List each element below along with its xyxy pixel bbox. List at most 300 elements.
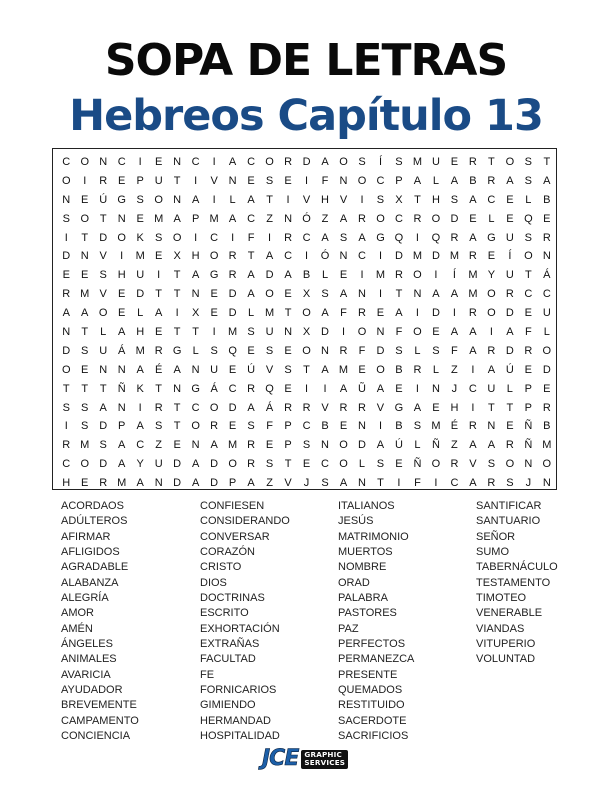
grid-cell[interactable]: N [154, 477, 163, 490]
grid-cell[interactable]: C [284, 250, 293, 263]
grid-cell[interactable]: S [395, 156, 403, 168]
grid-cell[interactable]: N [173, 382, 182, 395]
grid-cell[interactable]: S [99, 439, 107, 452]
grid-cell[interactable]: X [395, 193, 403, 206]
grid-cell[interactable]: M [412, 156, 423, 168]
grid-cell[interactable]: C [450, 477, 459, 490]
grid-cell[interactable]: P [191, 212, 200, 225]
grid-cell[interactable]: U [136, 269, 145, 282]
grid-cell[interactable]: R [487, 344, 496, 357]
grid-cell[interactable]: A [469, 344, 477, 357]
grid-cell[interactable]: A [247, 477, 255, 490]
grid-cell[interactable]: H [450, 401, 459, 414]
grid-cell[interactable]: V [302, 193, 311, 206]
grid-cell[interactable]: U [154, 174, 163, 187]
grid-cell[interactable]: F [340, 307, 347, 320]
grid-cell[interactable]: X [302, 288, 311, 301]
grid-cell[interactable]: A [413, 401, 422, 414]
grid-cell[interactable]: A [284, 269, 292, 282]
grid-cell[interactable]: N [228, 174, 237, 187]
grid-cell[interactable]: A [413, 174, 422, 187]
grid-cell[interactable]: A [469, 193, 477, 206]
grid-cell[interactable]: L [525, 193, 532, 206]
grid-cell[interactable]: C [62, 156, 71, 168]
grid-cell[interactable]: G [172, 344, 182, 357]
grid-cell[interactable]: M [80, 288, 90, 301]
grid-cell[interactable]: Q [524, 212, 533, 225]
grid-cell[interactable]: D [228, 288, 237, 301]
grid-cell[interactable]: C [136, 439, 145, 452]
grid-cell[interactable]: N [431, 382, 440, 395]
grid-cell[interactable]: O [265, 156, 274, 168]
grid-cell[interactable]: D [99, 458, 108, 471]
grid-cell[interactable]: N [191, 288, 200, 301]
grid-cell[interactable]: F [321, 174, 329, 187]
grid-cell[interactable]: V [284, 477, 292, 490]
grid-cell[interactable]: M [542, 439, 552, 452]
grid-cell[interactable]: L [506, 382, 513, 395]
grid-cell[interactable]: A [395, 307, 403, 320]
grid-cell[interactable]: P [118, 420, 126, 433]
grid-cell[interactable]: C [524, 288, 533, 301]
grid-cell[interactable]: A [191, 193, 200, 206]
grid-cell[interactable]: T [155, 288, 163, 301]
grid-cell[interactable]: R [487, 174, 496, 187]
grid-cell[interactable]: J [525, 477, 532, 490]
grid-cell[interactable]: T [173, 326, 181, 339]
grid-cell[interactable]: A [376, 439, 385, 452]
grid-cell[interactable]: I [157, 269, 161, 282]
grid-cell[interactable]: O [80, 156, 89, 168]
grid-cell[interactable]: M [338, 363, 349, 376]
grid-cell[interactable]: O [61, 174, 71, 187]
grid-cell[interactable]: R [99, 174, 108, 187]
grid-cell[interactable]: O [357, 326, 367, 339]
grid-cell[interactable]: R [247, 458, 256, 471]
grid-cell[interactable]: T [99, 212, 107, 225]
grid-cell[interactable]: N [524, 458, 533, 471]
grid-cell[interactable]: Í [378, 156, 382, 168]
grid-cell[interactable]: Á [543, 269, 551, 282]
grid-cell[interactable]: D [136, 288, 145, 301]
grid-cell[interactable]: I [212, 193, 216, 206]
grid-cell[interactable]: X [173, 250, 181, 263]
grid-cell[interactable]: S [247, 326, 255, 339]
grid-cell[interactable]: M [468, 288, 478, 301]
grid-cell[interactable]: S [265, 174, 274, 187]
grid-cell[interactable]: Z [321, 212, 329, 225]
grid-cell[interactable]: S [62, 401, 70, 414]
grid-cell[interactable]: Q [265, 382, 274, 395]
grid-cell[interactable]: E [487, 250, 496, 263]
grid-cell[interactable]: D [62, 250, 71, 263]
grid-cell[interactable]: I [341, 326, 346, 339]
grid-cell[interactable]: I [231, 231, 235, 244]
grid-cell[interactable]: N [191, 363, 200, 376]
grid-cell[interactable]: D [376, 344, 385, 357]
grid-cell[interactable]: B [395, 363, 403, 376]
grid-cell[interactable]: G [394, 401, 404, 414]
grid-cell[interactable]: A [376, 382, 385, 395]
grid-cell[interactable]: A [81, 307, 89, 320]
grid-cell[interactable]: I [471, 363, 475, 376]
grid-cell[interactable]: N [117, 363, 126, 376]
grid-cell[interactable]: V [99, 288, 107, 301]
grid-cell[interactable]: E [469, 212, 477, 225]
grid-cell[interactable]: O [487, 288, 496, 301]
grid-cell[interactable]: Y [136, 458, 144, 471]
grid-cell[interactable]: R [394, 269, 403, 282]
grid-cell[interactable]: S [450, 193, 459, 206]
grid-cell[interactable]: Ú [247, 363, 256, 376]
grid-cell[interactable]: A [450, 174, 459, 187]
grid-cell[interactable]: Z [266, 477, 273, 490]
grid-cell[interactable]: A [487, 439, 496, 452]
grid-cell[interactable]: T [488, 401, 495, 414]
grid-cell[interactable]: E [376, 307, 385, 320]
grid-cell[interactable]: E [302, 458, 311, 471]
grid-cell[interactable]: N [542, 477, 551, 490]
grid-cell[interactable]: M [375, 269, 386, 282]
grid-cell[interactable]: P [284, 439, 292, 452]
grid-cell[interactable]: I [64, 231, 68, 244]
grid-cell[interactable]: D [394, 250, 403, 263]
grid-cell[interactable]: I [175, 307, 179, 320]
grid-cell[interactable]: V [469, 458, 477, 471]
grid-cell[interactable]: N [117, 212, 126, 225]
grid-cell[interactable]: L [488, 212, 495, 225]
grid-cell[interactable]: T [173, 174, 181, 187]
grid-cell[interactable]: L [543, 326, 550, 339]
grid-cell[interactable]: R [542, 401, 551, 414]
grid-cell[interactable]: O [505, 156, 515, 168]
grid-cell[interactable]: M [264, 307, 275, 320]
grid-cell[interactable]: M [468, 269, 478, 282]
grid-cell[interactable]: R [413, 363, 422, 376]
grid-cell[interactable]: S [487, 458, 496, 471]
grid-cell[interactable]: A [228, 212, 237, 225]
grid-cell[interactable]: Q [228, 344, 237, 357]
grid-cell[interactable]: J [451, 382, 458, 395]
grid-cell[interactable]: V [210, 174, 218, 187]
grid-cell[interactable]: Q [431, 231, 441, 244]
grid-cell[interactable]: R [505, 439, 514, 452]
grid-cell[interactable]: O [524, 250, 533, 263]
grid-cell[interactable]: A [247, 401, 255, 414]
grid-cell[interactable]: C [358, 250, 366, 263]
grid-cell[interactable]: V [339, 193, 348, 206]
grid-cell[interactable]: N [80, 250, 89, 263]
grid-cell[interactable]: C [394, 212, 403, 225]
grid-cell[interactable]: D [358, 439, 366, 452]
grid-cell[interactable]: I [83, 174, 87, 187]
grid-cell[interactable]: L [321, 269, 329, 282]
grid-cell[interactable]: I [286, 193, 290, 206]
grid-cell[interactable]: C [62, 458, 71, 471]
grid-cell[interactable]: C [542, 288, 551, 301]
grid-cell[interactable]: L [414, 344, 421, 357]
grid-cell[interactable]: A [118, 458, 126, 471]
grid-cell[interactable]: E [118, 307, 126, 320]
grid-cell[interactable]: A [118, 326, 126, 339]
grid-cell[interactable]: I [415, 307, 419, 320]
grid-cell[interactable]: E [118, 288, 126, 301]
grid-cell[interactable]: T [284, 307, 292, 320]
grid-cell[interactable]: S [62, 212, 70, 225]
grid-cell[interactable]: R [358, 401, 366, 414]
grid-cell[interactable]: D [62, 344, 71, 357]
grid-cell[interactable]: P [136, 174, 144, 187]
grid-cell[interactable]: C [247, 212, 256, 225]
grid-cell[interactable]: P [395, 174, 403, 187]
grid-cell[interactable]: R [62, 439, 71, 452]
grid-cell[interactable]: D [505, 344, 514, 357]
grid-cell[interactable]: A [99, 401, 107, 414]
grid-cell[interactable]: S [265, 344, 274, 357]
grid-cell[interactable]: Í [508, 250, 512, 263]
grid-cell[interactable]: I [120, 250, 124, 263]
grid-cell[interactable]: T [524, 269, 532, 282]
grid-cell[interactable]: A [247, 193, 255, 206]
grid-cell[interactable]: S [321, 477, 329, 490]
grid-cell[interactable]: E [506, 193, 514, 206]
grid-cell[interactable]: E [524, 307, 533, 320]
grid-cell[interactable]: A [247, 288, 255, 301]
grid-cell[interactable]: O [80, 458, 89, 471]
grid-cell[interactable]: I [194, 231, 198, 244]
grid-cell[interactable]: U [505, 231, 514, 244]
grid-cell[interactable]: O [542, 458, 552, 471]
grid-cell[interactable]: O [228, 458, 237, 471]
grid-cell[interactable]: S [284, 363, 292, 376]
grid-cell[interactable]: X [191, 307, 200, 320]
grid-cell[interactable]: E [118, 174, 126, 187]
grid-cell[interactable]: R [228, 269, 237, 282]
grid-cell[interactable]: A [469, 439, 477, 452]
grid-cell[interactable]: Ũ [358, 382, 366, 395]
grid-cell[interactable]: A [339, 477, 348, 490]
grid-cell[interactable]: Ñ [524, 420, 533, 433]
grid-cell[interactable]: F [358, 344, 366, 357]
grid-cell[interactable]: Ñ [413, 458, 422, 471]
grid-cell[interactable]: G [376, 231, 385, 244]
grid-cell[interactable]: A [173, 363, 181, 376]
grid-cell[interactable]: A [339, 382, 348, 395]
grid-cell[interactable]: A [450, 326, 459, 339]
grid-cell[interactable]: I [452, 307, 456, 320]
grid-cell[interactable]: O [487, 307, 496, 320]
grid-cell[interactable]: L [137, 307, 144, 320]
grid-cell[interactable]: E [284, 382, 292, 395]
grid-cell[interactable]: T [284, 458, 292, 471]
grid-cell[interactable]: N [191, 439, 200, 452]
grid-cell[interactable]: K [136, 382, 144, 395]
grid-cell[interactable]: S [506, 477, 514, 490]
grid-cell[interactable]: R [450, 231, 459, 244]
grid-cell[interactable]: R [62, 288, 71, 301]
grid-cell[interactable]: D [265, 269, 274, 282]
grid-cell[interactable]: N [358, 420, 366, 433]
grid-cell[interactable]: O [505, 458, 515, 471]
grid-cell[interactable]: I [434, 477, 438, 490]
grid-cell[interactable]: O [209, 250, 219, 263]
grid-cell[interactable]: E [432, 401, 440, 414]
grid-cell[interactable]: E [432, 326, 440, 339]
grid-cell[interactable]: R [358, 307, 366, 320]
grid-cell[interactable]: X [302, 326, 311, 339]
grid-cell[interactable]: K [136, 231, 144, 244]
grid-cell[interactable]: T [414, 193, 421, 206]
grid-cell[interactable]: O [339, 458, 348, 471]
grid-cell[interactable]: S [81, 420, 89, 433]
grid-cell[interactable]: O [80, 212, 89, 225]
grid-cell[interactable]: T [266, 193, 273, 206]
grid-cell[interactable]: E [524, 363, 533, 376]
grid-cell[interactable]: I [378, 420, 382, 433]
grid-cell[interactable]: E [543, 382, 551, 395]
grid-cell[interactable]: S [99, 269, 107, 282]
grid-cell[interactable]: R [468, 250, 477, 263]
grid-cell[interactable]: R [487, 477, 496, 490]
grid-cell[interactable]: S [524, 231, 533, 244]
grid-cell[interactable]: D [228, 307, 237, 320]
grid-cell[interactable]: E [265, 439, 274, 452]
grid-cell[interactable]: C [191, 156, 200, 168]
grid-cell[interactable]: V [376, 401, 385, 414]
grid-cell[interactable]: E [284, 344, 292, 357]
grid-cell[interactable]: D [505, 307, 514, 320]
grid-cell[interactable]: Á [210, 382, 218, 395]
grid-cell[interactable]: I [212, 156, 216, 168]
grid-cell[interactable]: N [62, 193, 71, 206]
grid-cell[interactable]: Z [266, 212, 273, 225]
grid-cell[interactable]: V [99, 250, 107, 263]
grid-cell[interactable]: S [524, 156, 533, 168]
grid-cell[interactable]: A [210, 439, 218, 452]
grid-cell[interactable]: Ó [320, 250, 330, 263]
grid-cell[interactable]: I [194, 174, 198, 187]
grid-cell[interactable]: Ú [394, 439, 403, 452]
grid-cell[interactable]: N [321, 439, 329, 452]
grid-cell[interactable]: S [136, 193, 144, 206]
grid-cell[interactable]: D [431, 307, 440, 320]
grid-cell[interactable]: Ú [99, 193, 108, 206]
grid-cell[interactable]: B [469, 174, 477, 187]
grid-cell[interactable]: H [136, 326, 145, 339]
grid-cell[interactable]: A [339, 212, 348, 225]
grid-cell[interactable]: R [99, 477, 108, 490]
grid-cell[interactable]: T [155, 382, 163, 395]
grid-cell[interactable]: I [378, 250, 382, 263]
grid-cell[interactable]: U [431, 156, 440, 168]
grid-cell[interactable]: G [191, 382, 200, 395]
grid-cell[interactable]: V [321, 401, 329, 414]
grid-cell[interactable]: P [524, 401, 533, 414]
grid-cell[interactable]: A [321, 231, 329, 244]
grid-cell[interactable]: E [81, 363, 89, 376]
grid-cell[interactable]: S [358, 156, 366, 168]
grid-cell[interactable]: D [210, 477, 219, 490]
grid-cell[interactable]: P [524, 382, 533, 395]
grid-cell[interactable]: E [154, 156, 163, 168]
grid-cell[interactable]: F [247, 231, 255, 244]
grid-cell[interactable]: E [81, 269, 89, 282]
grid-cell[interactable]: S [321, 288, 329, 301]
grid-cell[interactable]: A [506, 174, 514, 187]
grid-cell[interactable]: S [81, 401, 89, 414]
grid-cell[interactable]: E [358, 363, 366, 376]
grid-cell[interactable]: T [62, 382, 70, 395]
grid-cell[interactable]: T [173, 401, 181, 414]
grid-cell[interactable]: V [265, 363, 274, 376]
grid-cell[interactable]: Í [452, 269, 456, 282]
grid-cell[interactable]: S [210, 344, 218, 357]
grid-cell[interactable]: L [358, 458, 366, 471]
grid-cell[interactable]: T [81, 382, 89, 395]
grid-cell[interactable]: T [395, 288, 403, 301]
grid-cell[interactable]: O [302, 344, 311, 357]
grid-cell[interactable]: B [302, 269, 311, 282]
grid-cell[interactable]: C [468, 382, 477, 395]
grid-cell[interactable]: M [228, 326, 238, 339]
grid-cell[interactable]: É [450, 420, 459, 433]
grid-cell[interactable]: D [210, 458, 219, 471]
grid-cell[interactable]: R [542, 231, 551, 244]
grid-cell[interactable]: T [173, 288, 181, 301]
grid-cell[interactable]: A [265, 250, 274, 263]
grid-cell[interactable]: N [284, 212, 293, 225]
grid-cell[interactable]: A [136, 420, 144, 433]
grid-cell[interactable]: E [81, 193, 89, 206]
grid-cell[interactable]: T [303, 363, 310, 376]
grid-cell[interactable]: L [432, 174, 439, 187]
grid-cell[interactable]: S [413, 420, 422, 433]
grid-cell[interactable]: A [543, 174, 551, 187]
grid-cell[interactable]: O [209, 401, 219, 414]
grid-cell[interactable]: L [192, 344, 199, 357]
grid-cell[interactable]: R [284, 231, 293, 244]
grid-cell[interactable]: O [61, 363, 71, 376]
grid-cell[interactable]: O [172, 231, 182, 244]
grid-cell[interactable]: E [339, 269, 348, 282]
grid-cell[interactable]: R [284, 156, 293, 168]
grid-cell[interactable]: E [228, 363, 237, 376]
grid-cell[interactable]: Á [265, 401, 274, 414]
grid-cell[interactable]: I [305, 174, 309, 187]
grid-cell[interactable]: I [360, 269, 364, 282]
grid-cell[interactable]: F [395, 326, 403, 339]
grid-cell[interactable]: L [432, 363, 439, 376]
grid-cell[interactable]: O [265, 288, 274, 301]
grid-cell[interactable]: N [376, 326, 385, 339]
grid-cell[interactable]: E [210, 307, 218, 320]
grid-cell[interactable]: F [524, 326, 532, 339]
grid-cell[interactable]: O [542, 344, 552, 357]
grid-cell[interactable]: O [191, 420, 200, 433]
grid-cell[interactable]: A [321, 156, 329, 168]
grid-cell[interactable]: H [321, 193, 329, 206]
grid-cell[interactable]: N [487, 420, 496, 433]
grid-cell[interactable]: A [191, 477, 200, 490]
grid-cell[interactable]: M [80, 439, 90, 452]
grid-cell[interactable]: H [431, 193, 440, 206]
grid-cell[interactable]: E [154, 326, 163, 339]
grid-cell[interactable]: R [339, 401, 348, 414]
grid-cell[interactable]: R [247, 382, 256, 395]
grid-cell[interactable]: A [432, 288, 440, 301]
grid-cell[interactable]: H [191, 250, 200, 263]
grid-cell[interactable]: N [413, 288, 422, 301]
